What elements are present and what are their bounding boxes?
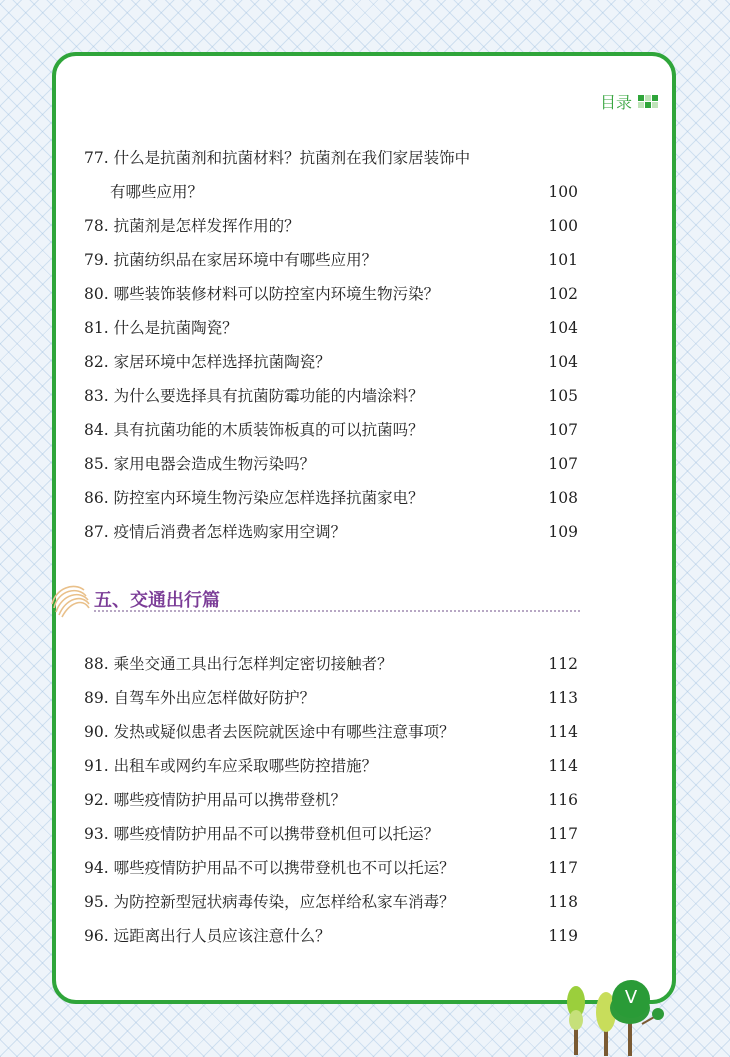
chapter-title: 目录 xyxy=(599,93,632,112)
entry-number: 91. xyxy=(84,757,109,775)
entry-page: 102 xyxy=(548,285,578,303)
entry-number: 93. xyxy=(84,825,109,843)
entry-title: 家用电器会造成生物污染吗？ xyxy=(113,455,316,473)
entry-page: 119 xyxy=(548,927,578,945)
entry-title: 哪些疫情防护用品不可以携带登机也不可以托运？ xyxy=(113,859,455,877)
entry-number: 79. xyxy=(84,251,109,269)
entry-number: 81. xyxy=(84,319,109,337)
toc-entry[interactable] xyxy=(84,654,578,688)
entry-page: 114 xyxy=(548,723,578,741)
entry-title: 哪些疫情防护用品可以携带登机？ xyxy=(113,791,347,809)
entry-number: 88. xyxy=(84,655,109,673)
entry-number: 85. xyxy=(84,455,109,473)
entry-title: 抗菌纺织品在家居环境中有哪些应用？ xyxy=(113,251,378,269)
swirl-icon xyxy=(48,580,92,620)
entry-title: 具有抗菌功能的木质装饰板真的可以抗菌吗？ xyxy=(113,421,424,439)
entry-title: 疫情后消费者怎样选购家用空调？ xyxy=(113,523,347,541)
entry-title: 什么是抗菌剂和抗菌材料？抗菌剂在我们家居装饰中 xyxy=(113,149,471,167)
entry-title: 出租车或网约车应采取哪些防控措施？ xyxy=(113,757,378,775)
page-number: V xyxy=(612,980,650,1018)
toc-entry[interactable] xyxy=(84,688,578,722)
entry-title-continued: 有哪些应用？ xyxy=(110,183,204,201)
checker-icon xyxy=(638,95,658,108)
toc-entry[interactable] xyxy=(84,892,578,926)
section-title: 五、交通出行篇 xyxy=(94,590,220,611)
entry-number: 84. xyxy=(84,421,109,439)
entry-title: 抗菌剂是怎样发挥作用的？ xyxy=(113,217,300,235)
entry-title: 什么是抗菌陶瓷？ xyxy=(113,319,238,337)
toc-entry[interactable] xyxy=(84,824,578,858)
entry-page: 118 xyxy=(548,893,578,911)
toc-entry[interactable] xyxy=(84,318,578,352)
entry-number: 83. xyxy=(84,387,109,405)
toc-entry[interactable] xyxy=(84,148,578,216)
entry-page: 113 xyxy=(548,689,578,707)
entry-number: 95. xyxy=(84,893,109,911)
entry-page: 112 xyxy=(548,655,578,673)
entry-page: 105 xyxy=(548,387,578,405)
entry-title: 自驾车外出应怎样做好防护？ xyxy=(113,689,316,707)
entry-title: 远距离出行人员应该注意什么？ xyxy=(113,927,331,945)
toc-entry[interactable] xyxy=(84,216,578,250)
entry-page: 114 xyxy=(548,757,578,775)
toc-entry[interactable] xyxy=(84,454,578,488)
entry-number: 82. xyxy=(84,353,109,371)
toc-entry[interactable] xyxy=(84,488,578,522)
entry-page: 108 xyxy=(548,489,578,507)
toc-entry[interactable] xyxy=(84,756,578,790)
entry-title: 乘坐交通工具出行怎样判定密切接触者？ xyxy=(113,655,393,673)
entry-page: 117 xyxy=(548,859,578,877)
toc-entry[interactable] xyxy=(84,926,578,960)
chapter-header xyxy=(600,90,658,113)
entry-number: 77. xyxy=(84,149,109,167)
entry-number: 78. xyxy=(84,217,109,235)
entry-number: 89. xyxy=(84,689,109,707)
entry-page: 109 xyxy=(548,523,578,541)
section-divider xyxy=(94,610,580,612)
entry-number: 87. xyxy=(84,523,109,541)
toc-entry[interactable] xyxy=(84,522,578,556)
entry-number: 96. xyxy=(84,927,109,945)
entry-page: 104 xyxy=(548,319,578,337)
entry-page: 107 xyxy=(548,455,578,473)
toc-entry[interactable] xyxy=(84,790,578,824)
entry-page: 116 xyxy=(548,791,578,809)
section-heading[interactable] xyxy=(48,580,580,620)
entry-page: 101 xyxy=(548,251,578,269)
entry-page: 100 xyxy=(548,217,578,235)
toc-entry[interactable] xyxy=(84,858,578,892)
toc-entry[interactable] xyxy=(84,284,578,318)
entry-page: 104 xyxy=(548,353,578,371)
toc-entry[interactable] xyxy=(84,420,578,454)
entry-title: 哪些装饰装修材料可以防控室内环境生物污染？ xyxy=(113,285,440,303)
entry-title: 哪些疫情防护用品不可以携带登机但可以托运？ xyxy=(113,825,440,843)
toc-entry[interactable] xyxy=(84,250,578,284)
entry-page: 117 xyxy=(548,825,578,843)
entry-title: 为防控新型冠状病毒传染，应怎样给私家车消毒？ xyxy=(113,893,455,911)
entry-number: 80. xyxy=(84,285,109,303)
entry-number: 90. xyxy=(84,723,109,741)
entry-title: 防控室内环境生物污染应怎样选择抗菌家电？ xyxy=(113,489,424,507)
toc-entry[interactable] xyxy=(84,722,578,756)
toc-entry[interactable] xyxy=(84,386,578,420)
entry-page: 107 xyxy=(548,421,578,439)
entry-number: 92. xyxy=(84,791,109,809)
entry-title: 为什么要选择具有抗菌防霉功能的内墙涂料？ xyxy=(113,387,424,405)
entry-title: 家居环境中怎样选择抗菌陶瓷？ xyxy=(113,353,331,371)
toc-entry[interactable] xyxy=(84,352,578,386)
entry-number: 94. xyxy=(84,859,109,877)
entry-page: 100 xyxy=(548,183,578,201)
entry-number: 86. xyxy=(84,489,109,507)
entry-title: 发热或疑似患者去医院就医途中有哪些注意事项？ xyxy=(113,723,455,741)
